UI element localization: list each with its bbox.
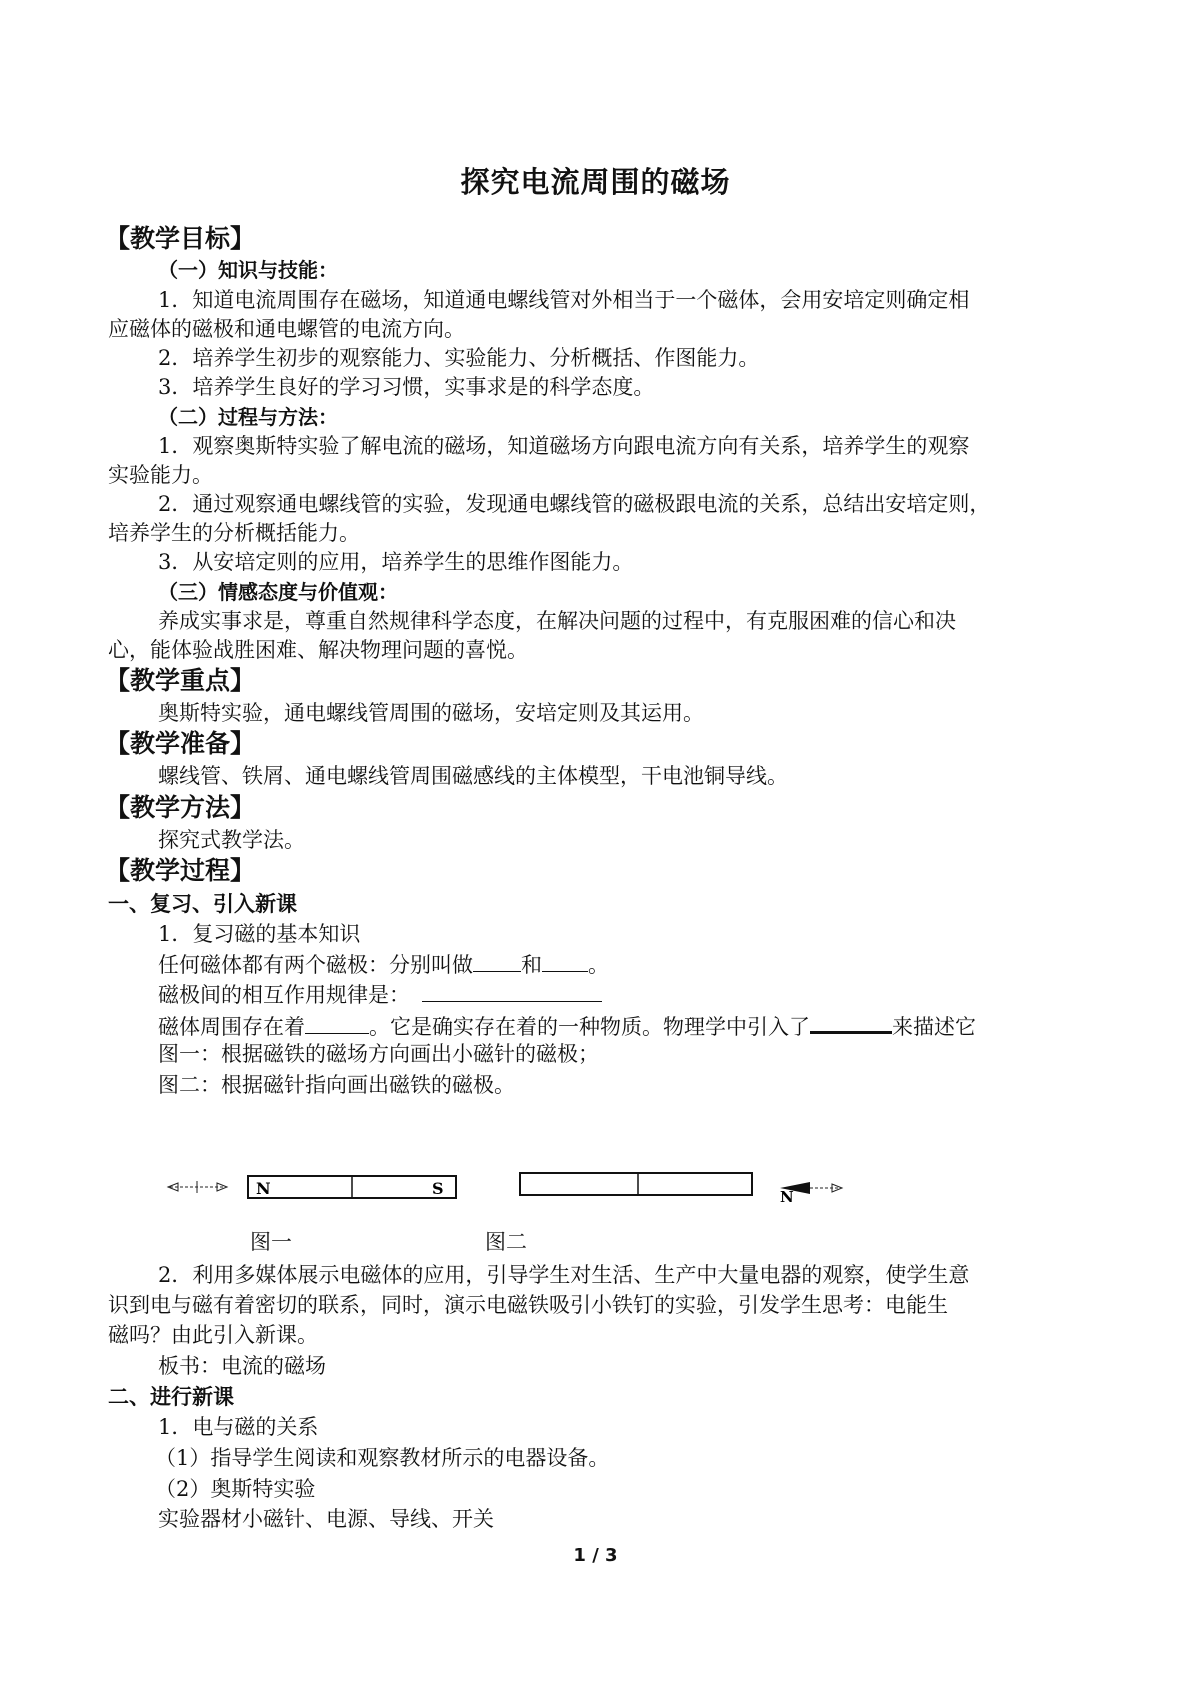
text: 磁体周围存在着 (158, 1015, 305, 1039)
text: 来描述它 (892, 1015, 976, 1039)
paragraph-line: 3．从安培定则的应用，培养学生的思维作图能力。 (158, 550, 634, 574)
paragraph-line: （1）指导学生阅读和观察教材所示的电器设备。 (155, 1446, 610, 1470)
paragraph-line: 2．培养学生初步的观察能力、实验能力、分析概括、作图能力。 (158, 346, 760, 370)
paragraph-line: 螺线管、铁屑、通电螺线管周围磁感线的主体模型，干电池铜导线。 (158, 764, 788, 788)
magnet-diagrams (160, 1168, 860, 1218)
paragraph-line: 培养学生的分析概括能力。 (108, 521, 360, 545)
paragraph-line: 磁吗？由此引入新课。 (108, 1323, 318, 1347)
fill-in-line (158, 951, 609, 978)
part-heading-new-lesson: 二、进行新课 (108, 1385, 234, 1409)
section-heading-key: 【教学重点】 (105, 666, 256, 695)
magnet-pole-n: N (256, 1179, 271, 1198)
bar-magnet-figure-1 (248, 1176, 456, 1198)
magnet-pole-s: S (432, 1179, 444, 1198)
bar-magnet-figure-2 (520, 1173, 752, 1195)
figure-caption-1: 图一 (250, 1230, 292, 1254)
subheading-process: （二）过程与方法： (158, 405, 338, 429)
paragraph-line: 板书：电流的磁场 (158, 1354, 326, 1378)
paragraph-line: 识到电与磁有着密切的联系，同时，演示电磁铁吸引小铁钉的实验，引发学生思考：电能生 (108, 1293, 948, 1317)
paragraph-line: 1．知道电流周围存在磁场，知道通电螺线管对外相当于一个磁体，会用安培定则确定相 (158, 288, 970, 312)
paragraph-line: 1．复习磁的基本知识 (158, 922, 361, 946)
text: 和 (521, 953, 542, 977)
compass-needle-icon (168, 1181, 227, 1193)
paragraph-line: 奥斯特实验，通电螺线管周围的磁场，安培定则及其运用。 (158, 701, 704, 725)
section-heading-goals: 【教学目标】 (105, 224, 256, 253)
answer-blank (542, 951, 588, 972)
compass-needle-icon (780, 1182, 842, 1206)
section-heading-method: 【教学方法】 (105, 793, 256, 822)
figure-caption-2: 图二 (485, 1230, 527, 1254)
paragraph-line: 1．电与磁的关系 (158, 1415, 319, 1439)
paragraph-line: 心，能体验战胜困难、解决物理问题的喜悦。 (108, 638, 528, 662)
paragraph-line: 1．观察奥斯特实验了解电流的磁场，知道磁场方向跟电流方向有关系，培养学生的观察 (158, 434, 970, 458)
answer-blank (810, 1011, 892, 1034)
needle-pole-n: N (780, 1188, 794, 1206)
text: 磁极间的相互作用规律是： (158, 983, 410, 1007)
subheading-attitude: （三）情感态度与价值观： (158, 580, 398, 604)
fill-in-line (158, 1011, 976, 1040)
paragraph-line: 实验能力。 (108, 463, 213, 487)
paragraph-line: 2．利用多媒体展示电磁体的应用，引导学生对生活、生产中大量电器的观察，使学生意 (158, 1263, 970, 1287)
paragraph-line: 探究式教学法。 (158, 828, 305, 852)
answer-blank (473, 951, 521, 972)
answer-blank (305, 1013, 369, 1034)
paragraph-line: 图二：根据磁针指向画出磁铁的磁极。 (158, 1073, 515, 1097)
paragraph-line: 应磁体的磁极和通电螺管的电流方向。 (108, 317, 465, 341)
paragraph-line: 养成实事求是，尊重自然规律科学态度，在解决问题的过程中，有克服困难的信心和决 (158, 609, 956, 633)
text: 。 (588, 953, 609, 977)
text: 。它是确实存在着的一种物质。物理学中引入了 (369, 1015, 810, 1039)
paragraph-line: 图一：根据磁铁的磁场方向画出小磁针的磁极； (158, 1042, 599, 1066)
fill-in-line (158, 981, 602, 1008)
answer-blank (422, 981, 602, 1002)
paragraph-line: 实验器材小磁针、电源、导线、开关 (158, 1507, 494, 1531)
section-heading-process: 【教学过程】 (105, 856, 256, 885)
paragraph-line: （2）奥斯特实验 (155, 1477, 316, 1501)
paragraph-line: 3．培养学生良好的学习习惯，实事求是的科学态度。 (158, 375, 655, 399)
paragraph-line: 2．通过观察通电螺线管的实验，发现通电螺线管的磁极跟电流的关系，总结出安培定则， (158, 492, 991, 516)
subheading-knowledge: （一）知识与技能： (158, 258, 338, 282)
page-number: 1 / 3 (573, 1545, 618, 1566)
page-title: 探究电流周围的磁场 (460, 165, 731, 199)
section-heading-prep: 【教学准备】 (105, 729, 256, 758)
part-heading-review: 一、复习、引入新课 (108, 892, 297, 916)
text: 任何磁体都有两个磁极：分别叫做 (158, 953, 473, 977)
